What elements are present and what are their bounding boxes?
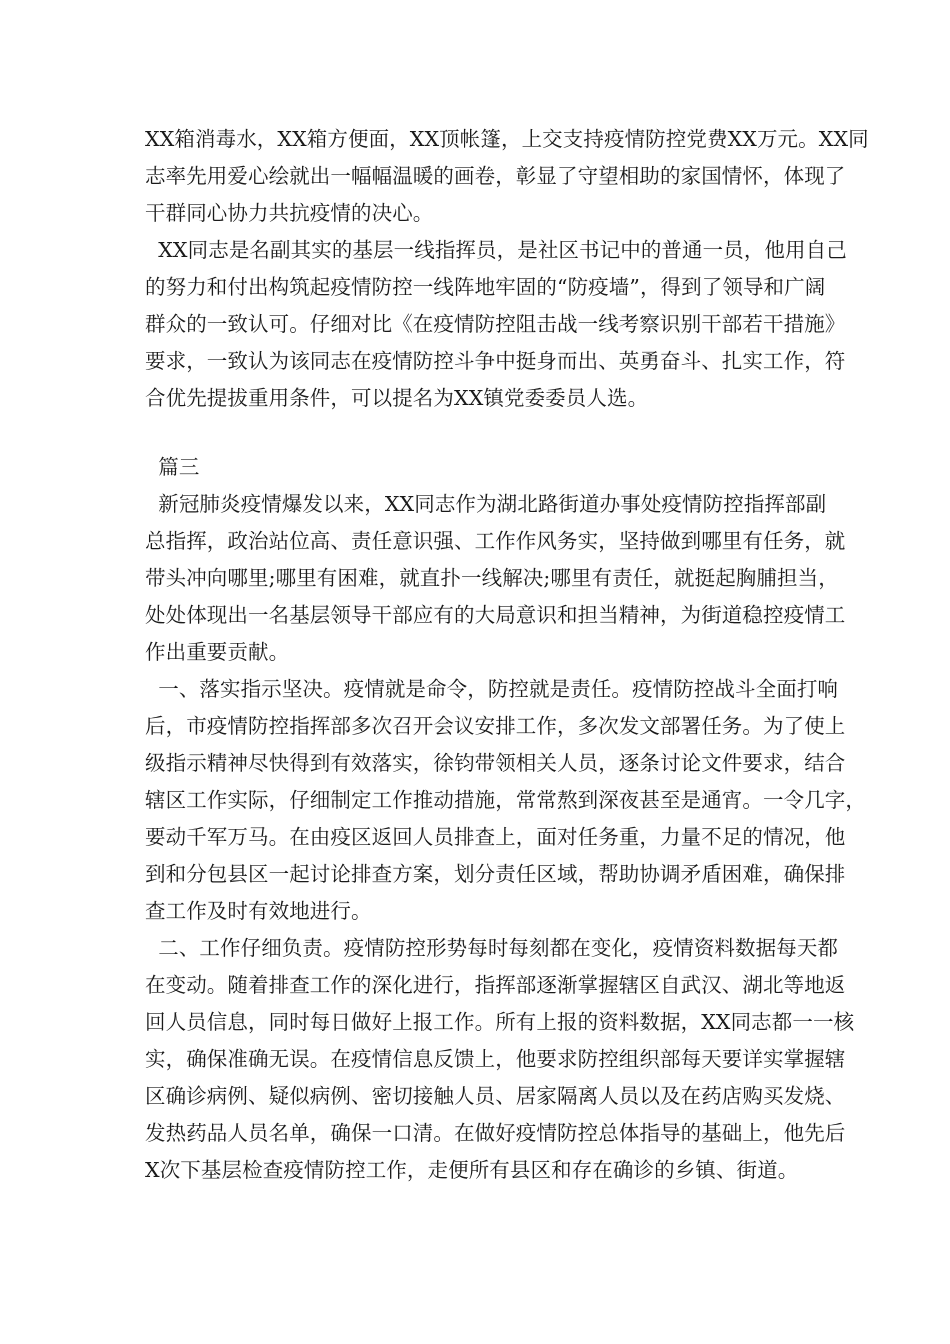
text-line: XX同志是名副其实的基层一线指挥员，是社区书记中的普通一员，他用自己 [145, 238, 847, 262]
text-line: 级指示精神尽快得到有效落实，徐钧带领相关人员，逐条讨论文件要求，结合 [145, 751, 846, 775]
text-line: 志率先用爱心绘就出一幅幅温暖的画卷，彰显了守望相助的家国情怀，体现了 [145, 164, 846, 188]
text-line: 要求，一致认为该同志在疫情防控斗争中挺身而出、英勇奋斗、扎实工作，符 [145, 349, 846, 373]
text-line: 总指挥，政治站位高、责任意识强、工作作风务实，坚持做到哪里有任务，就 [145, 529, 846, 553]
text-line: 二、工作仔细负责。疫情防控形势每时每刻都在变化，疫情资料数据每天都 [145, 936, 839, 960]
text-line: 发热药品人员名单，确保一口清。在做好疫情防控总体指导的基础上，他先后 [145, 1121, 846, 1145]
text-line: XX箱消毒水，XX箱方便面，XX顶帐篷，上交支持疫情防控党费XX万元。XX同 [145, 127, 869, 151]
text-line: 到和分包县区一起讨论排查方案，划分责任区域，帮助协调矛盾困难，确保排 [145, 862, 846, 886]
text-line: 在变动。随着排查工作的深化进行，指挥部逐渐掌握辖区自武汉、湖北等地返 [145, 973, 846, 997]
text-line: 合优先提拔重用条件，可以提名为XX镇党委委员人选。 [145, 386, 649, 410]
text-line: 要动千军万马。在由疫区返回人员排查上，面对任务重，力量不足的情况，他 [145, 825, 846, 849]
text-line: 查工作及时有效地进行。 [145, 899, 372, 923]
text-line: X次下基层检查疫情防控工作，走便所有县区和存在确诊的乡镇、街道。 [145, 1158, 799, 1182]
text-line: 一、落实指示坚决。疫情就是命令，防控就是责任。疫情防控战斗全面打响 [145, 677, 839, 701]
text-line: 新冠肺炎疫情爆发以来，XX同志作为湖北路街道办事处疫情防控指挥部副 [145, 492, 827, 516]
text-line: 回人员信息，同时每日做好上报工作。所有上报的资料数据，XX同志都一一核 [145, 1010, 855, 1034]
text-line: 作出重要贡献。 [145, 640, 290, 664]
section-heading: 篇三 [145, 455, 200, 479]
text-line: 群众的一致认可。仔细对比《在疫情防控阻击战一线考察识别干部若干措施》 [145, 312, 846, 336]
text-line: 辖区工作实际，仔细制定工作推动措施，常常熬到深夜甚至是通宵。一令几字， [145, 788, 866, 812]
text-line: 干群同心协力共抗疫情的决心。 [145, 201, 434, 225]
text-line: 实，确保准确无误。在疫情信息反馈上，他要求防控组织部每天要详实掌握辖 [145, 1047, 846, 1071]
text-line: 后，市疫情防控指挥部多次召开会议安排工作，多次发文部署任务。为了使上 [145, 714, 846, 738]
text-line: 处处体现出一名基层领导干部应有的大局意识和担当精神，为街道稳控疫情工 [145, 603, 846, 627]
text-line: 区确诊病例、疑似病例、密切接触人员、居家隔离人员以及在药店购买发烧、 [145, 1084, 846, 1108]
text-line: 的努力和付出构筑起疫情防控一线阵地牢固的“防疫墙”，得到了领导和广阔 [145, 275, 826, 299]
text-line: 带头冲向哪里;哪里有困难，就直扑一线解决;哪里有责任，就挺起胸脯担当， [145, 566, 839, 590]
